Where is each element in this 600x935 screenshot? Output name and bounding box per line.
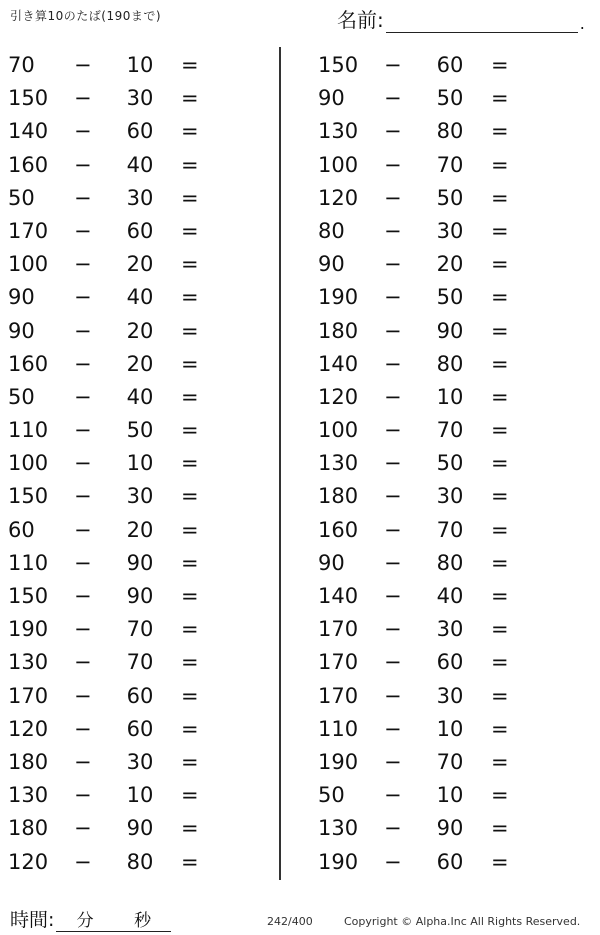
subtrahend: 20: [126, 517, 154, 542]
minus-sign: −: [384, 318, 402, 343]
equals-sign: =: [491, 451, 509, 476]
equals-sign: =: [181, 617, 199, 642]
minus-sign: −: [384, 119, 402, 144]
minus-sign: −: [384, 451, 402, 476]
subtrahend: 70: [436, 749, 464, 774]
minus-sign: −: [384, 152, 402, 177]
subtrahend: 90: [126, 584, 154, 608]
minuend: 130: [318, 451, 359, 476]
problem-row: [310, 513, 580, 546]
minuend: 110: [8, 550, 49, 575]
equals-sign: =: [491, 86, 509, 111]
minuend: 130: [8, 650, 49, 675]
equals-sign: =: [491, 816, 509, 841]
minuend: 180: [318, 318, 359, 343]
minuend: 120: [318, 185, 359, 210]
equals-sign: =: [181, 185, 199, 210]
minuend: 190: [318, 849, 359, 874]
subtrahend: 10: [126, 53, 154, 77]
problem-row: [0, 513, 270, 546]
minus-sign: −: [384, 484, 402, 509]
minuend: 140: [8, 119, 49, 144]
problem-row: [0, 81, 270, 114]
problem-row: [0, 778, 270, 811]
subtrahend: 10: [126, 451, 154, 476]
minuend: 180: [318, 484, 359, 509]
subtrahend: 10: [436, 384, 464, 409]
problem-row: [0, 446, 270, 479]
subtrahend: 60: [126, 683, 154, 708]
subtrahend: 50: [436, 451, 464, 476]
problem-row: [310, 546, 580, 579]
minus-sign: −: [74, 683, 92, 708]
minuend: 170: [318, 683, 359, 708]
minuend: 80: [318, 218, 345, 243]
minus-sign: −: [384, 418, 402, 443]
subtrahend: 60: [436, 849, 464, 874]
equals-sign: =: [181, 384, 199, 409]
equals-sign: =: [491, 218, 509, 243]
equals-sign: =: [491, 749, 509, 774]
page-number: 242/400: [267, 915, 313, 928]
subtrahend: 30: [436, 617, 464, 642]
problem-row: [310, 148, 580, 181]
right-problem-column: [310, 48, 580, 878]
subtrahend: 30: [436, 683, 464, 708]
minuend: 180: [8, 749, 49, 774]
subtrahend: 40: [126, 152, 154, 177]
problem-row: [0, 479, 270, 512]
equals-sign: =: [491, 783, 509, 808]
subtrahend: 40: [126, 384, 154, 409]
problem-row: [310, 811, 580, 844]
minus-sign: −: [74, 119, 92, 144]
minuend: 170: [8, 683, 49, 708]
equals-sign: =: [181, 783, 199, 808]
subtrahend: 50: [436, 86, 464, 111]
minus-sign: −: [384, 584, 402, 608]
subtrahend: 70: [126, 617, 154, 642]
minuend: 160: [8, 152, 49, 177]
equals-sign: =: [181, 418, 199, 443]
minus-sign: −: [384, 285, 402, 310]
problem-row: [310, 745, 580, 778]
minus-sign: −: [74, 849, 92, 874]
time-field: [10, 905, 171, 932]
minuend: 70: [8, 53, 35, 77]
minuend: 90: [318, 252, 345, 277]
minus-sign: −: [384, 650, 402, 675]
left-problem-column: [0, 48, 270, 878]
minuend: 120: [8, 716, 49, 741]
equals-sign: =: [181, 716, 199, 741]
equals-sign: =: [181, 285, 199, 310]
equals-sign: =: [181, 119, 199, 144]
minus-sign: −: [74, 53, 92, 77]
equals-sign: =: [181, 318, 199, 343]
subtrahend: 50: [436, 185, 464, 210]
minus-sign: −: [74, 617, 92, 642]
subtrahend: 80: [126, 849, 154, 874]
minus-sign: −: [384, 185, 402, 210]
problem-row: [310, 778, 580, 811]
minuend: 100: [8, 451, 49, 476]
equals-sign: =: [491, 384, 509, 409]
time-label: 時間:: [10, 909, 55, 931]
time-underline: [56, 907, 171, 932]
minuend: 50: [8, 185, 35, 210]
subtrahend: 90: [126, 550, 154, 575]
minuend: 190: [318, 749, 359, 774]
problem-row: [310, 479, 580, 512]
equals-sign: =: [491, 584, 509, 608]
problem-row: [0, 712, 270, 745]
minus-sign: −: [384, 550, 402, 575]
equals-sign: =: [491, 152, 509, 177]
subtrahend: 90: [126, 816, 154, 841]
subtrahend: 80: [436, 550, 464, 575]
subtrahend: 90: [436, 816, 464, 841]
minus-sign: −: [384, 617, 402, 642]
subtrahend: 60: [436, 53, 464, 77]
minus-sign: −: [384, 384, 402, 409]
minuend: 110: [318, 716, 359, 741]
equals-sign: =: [181, 252, 199, 277]
problem-row: [0, 612, 270, 645]
problem-row: [0, 214, 270, 247]
problem-row: [310, 48, 580, 81]
problem-row: [310, 280, 580, 313]
minuend: 90: [318, 550, 345, 575]
minus-sign: −: [384, 86, 402, 111]
minuend: 90: [8, 285, 35, 310]
problem-row: [0, 845, 270, 878]
minuend: 120: [8, 849, 49, 874]
equals-sign: =: [181, 683, 199, 708]
minus-sign: −: [74, 550, 92, 575]
problem-row: [0, 148, 270, 181]
minuend: 130: [318, 119, 359, 144]
problem-row: [0, 380, 270, 413]
minuend: 140: [318, 584, 359, 608]
minuend: 170: [8, 218, 49, 243]
subtrahend: 20: [126, 252, 154, 277]
minus-sign: −: [384, 53, 402, 77]
equals-sign: =: [181, 351, 199, 376]
minus-sign: −: [74, 285, 92, 310]
minuend: 190: [8, 617, 49, 642]
minuend: 150: [8, 484, 49, 509]
minus-sign: −: [74, 351, 92, 376]
minus-sign: −: [384, 252, 402, 277]
problem-row: [310, 679, 580, 712]
minus-sign: −: [74, 484, 92, 509]
minuend: 140: [318, 351, 359, 376]
problem-row: [0, 546, 270, 579]
seconds-label: 秒: [134, 911, 152, 931]
minuend: 110: [8, 418, 49, 443]
minutes-label: 分: [76, 911, 94, 931]
equals-sign: =: [491, 849, 509, 874]
minuend: 170: [318, 617, 359, 642]
problem-row: [310, 612, 580, 645]
problem-row: [0, 413, 270, 446]
problem-row: [0, 114, 270, 147]
equals-sign: =: [491, 683, 509, 708]
problem-row: [310, 579, 580, 612]
minus-sign: −: [384, 849, 402, 874]
equals-sign: =: [181, 849, 199, 874]
minus-sign: −: [74, 816, 92, 841]
problem-row: [310, 347, 580, 380]
minuend: 120: [318, 384, 359, 409]
subtrahend: 50: [436, 285, 464, 310]
minus-sign: −: [74, 185, 92, 210]
minuend: 90: [8, 318, 35, 343]
minus-sign: −: [74, 783, 92, 808]
equals-sign: =: [491, 550, 509, 575]
equals-sign: =: [181, 53, 199, 77]
subtrahend: 80: [436, 119, 464, 144]
copyright-text: Copyright © Alpha.Inc All Rights Reserved.: [344, 915, 581, 928]
problem-row: [310, 114, 580, 147]
minuend: 130: [318, 816, 359, 841]
minuend: 100: [8, 252, 49, 277]
equals-sign: =: [491, 351, 509, 376]
equals-sign: =: [491, 617, 509, 642]
minuend: 60: [8, 517, 35, 542]
equals-sign: =: [491, 285, 509, 310]
equals-sign: =: [491, 53, 509, 77]
subtrahend: 30: [126, 484, 154, 509]
equals-sign: =: [491, 318, 509, 343]
problem-row: [310, 81, 580, 114]
subtrahend: 70: [436, 418, 464, 443]
name-label: 名前:: [337, 8, 384, 32]
problem-row: [0, 645, 270, 678]
equals-sign: =: [491, 418, 509, 443]
minus-sign: −: [74, 86, 92, 111]
minuend: 100: [318, 152, 359, 177]
minuend: 160: [8, 351, 49, 376]
subtrahend: 60: [126, 716, 154, 741]
minus-sign: −: [74, 584, 92, 608]
subtrahend: 60: [436, 650, 464, 675]
problem-row: [310, 247, 580, 280]
minuend: 190: [318, 285, 359, 310]
minuend: 90: [318, 86, 345, 111]
minus-sign: −: [384, 218, 402, 243]
equals-sign: =: [181, 218, 199, 243]
equals-sign: =: [181, 517, 199, 542]
subtrahend: 20: [436, 252, 464, 277]
subtrahend: 40: [436, 584, 464, 608]
problem-row: [310, 845, 580, 878]
subtrahend: 70: [436, 152, 464, 177]
subtrahend: 70: [126, 650, 154, 675]
problem-row: [0, 181, 270, 214]
subtrahend: 50: [126, 418, 154, 443]
subtrahend: 10: [436, 783, 464, 808]
equals-sign: =: [181, 550, 199, 575]
equals-sign: =: [181, 650, 199, 675]
equals-sign: =: [181, 451, 199, 476]
problem-row: [0, 745, 270, 778]
minuend: 50: [8, 384, 35, 409]
problem-row: [310, 645, 580, 678]
subtrahend: 30: [126, 86, 154, 111]
subtrahend: 40: [126, 285, 154, 310]
equals-sign: =: [491, 517, 509, 542]
equals-sign: =: [181, 584, 199, 608]
minus-sign: −: [384, 716, 402, 741]
equals-sign: =: [181, 749, 199, 774]
problem-row: [0, 579, 270, 612]
minus-sign: −: [74, 749, 92, 774]
equals-sign: =: [181, 816, 199, 841]
subtrahend: 20: [126, 318, 154, 343]
problem-row: [310, 712, 580, 745]
minuend: 150: [8, 584, 49, 608]
subtrahend: 30: [126, 749, 154, 774]
minus-sign: −: [74, 252, 92, 277]
subtrahend: 70: [436, 517, 464, 542]
minuend: 150: [318, 53, 359, 77]
problem-row: [310, 214, 580, 247]
problem-row: [310, 314, 580, 347]
minus-sign: −: [74, 517, 92, 542]
minuend: 130: [8, 783, 49, 808]
minuend: 170: [318, 650, 359, 675]
subtrahend: 80: [436, 351, 464, 376]
equals-sign: =: [181, 152, 199, 177]
equals-sign: =: [491, 484, 509, 509]
minuend: 160: [318, 517, 359, 542]
subtrahend: 90: [436, 318, 464, 343]
problem-row: [310, 446, 580, 479]
problem-row: [0, 679, 270, 712]
minus-sign: −: [384, 683, 402, 708]
subtrahend: 60: [126, 119, 154, 144]
equals-sign: =: [491, 119, 509, 144]
subtrahend: 30: [126, 185, 154, 210]
column-divider: [279, 47, 281, 880]
minus-sign: −: [384, 783, 402, 808]
worksheet-title: 引き算10のたば(190まで): [10, 9, 162, 23]
minus-sign: −: [384, 517, 402, 542]
minus-sign: −: [74, 318, 92, 343]
name-underline: [386, 10, 578, 33]
name-field: [337, 4, 585, 33]
problem-row: [0, 314, 270, 347]
equals-sign: =: [181, 86, 199, 111]
problem-row: [310, 380, 580, 413]
equals-sign: =: [181, 484, 199, 509]
subtrahend: 20: [126, 351, 154, 376]
minus-sign: −: [384, 351, 402, 376]
problem-row: [0, 48, 270, 81]
problem-row: [0, 280, 270, 313]
problem-row: [310, 181, 580, 214]
subtrahend: 10: [436, 716, 464, 741]
problem-row: [310, 413, 580, 446]
problem-row: [0, 811, 270, 844]
minus-sign: −: [74, 218, 92, 243]
subtrahend: 30: [436, 484, 464, 509]
minuend: 100: [318, 418, 359, 443]
minus-sign: −: [74, 451, 92, 476]
subtrahend: 60: [126, 218, 154, 243]
minus-sign: −: [74, 152, 92, 177]
name-end-mark: .: [579, 14, 585, 33]
subtrahend: 30: [436, 218, 464, 243]
equals-sign: =: [491, 650, 509, 675]
minuend: 150: [8, 86, 49, 111]
minus-sign: −: [74, 650, 92, 675]
equals-sign: =: [491, 185, 509, 210]
subtrahend: 10: [126, 783, 154, 808]
minus-sign: −: [384, 749, 402, 774]
problem-row: [0, 247, 270, 280]
minuend: 180: [8, 816, 49, 841]
minus-sign: −: [74, 418, 92, 443]
minuend: 50: [318, 783, 345, 808]
equals-sign: =: [491, 716, 509, 741]
minus-sign: −: [384, 816, 402, 841]
minus-sign: −: [74, 384, 92, 409]
minus-sign: −: [74, 716, 92, 741]
problem-row: [0, 347, 270, 380]
equals-sign: =: [491, 252, 509, 277]
